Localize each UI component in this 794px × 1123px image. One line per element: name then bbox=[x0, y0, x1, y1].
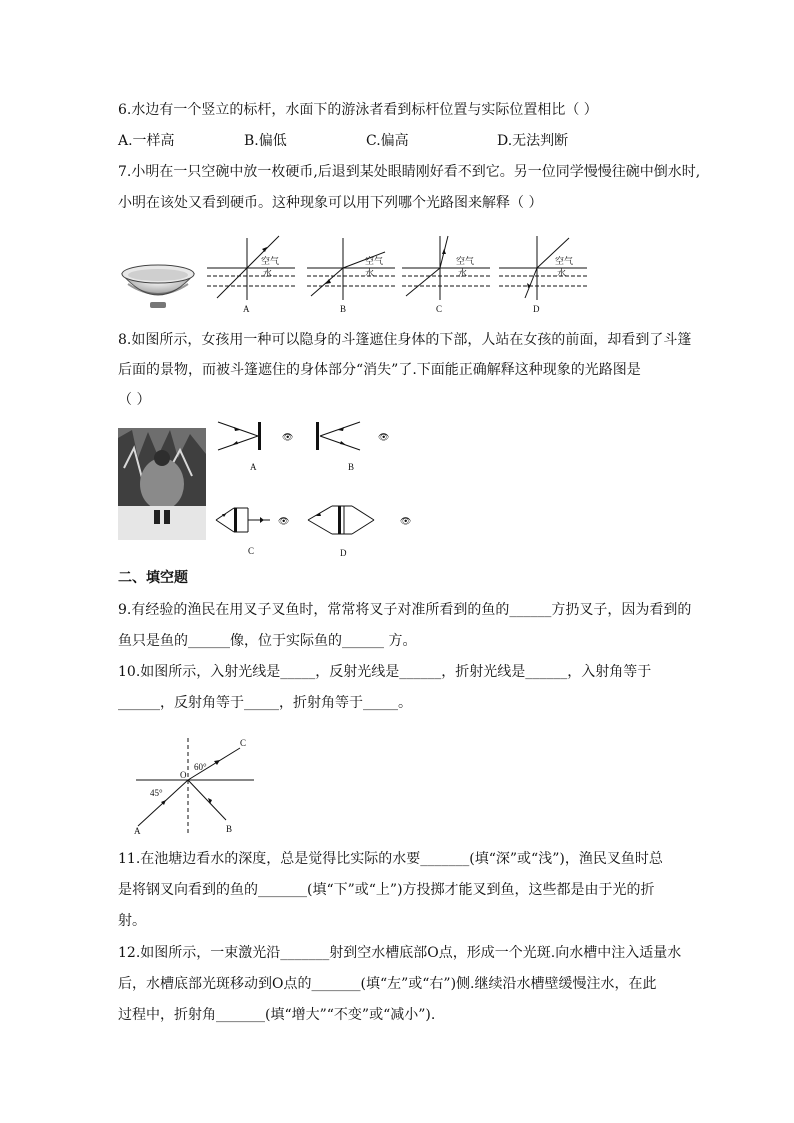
q8-light-path-figures bbox=[212, 414, 412, 564]
q8-figure-d-eye-icon: 👁 bbox=[400, 517, 412, 527]
q7-figure-c-air-label: 空气 bbox=[456, 257, 475, 267]
q8-figure-c bbox=[216, 508, 289, 556]
q10-angle-60: 60° bbox=[194, 762, 207, 772]
q8-line-1: 8.如图所示，女孩用一种可以隐身的斗篷遮住身体的下部，人站在女孩的前面，却看到了斗篷 bbox=[118, 332, 692, 348]
q10-label-c: C bbox=[240, 738, 247, 748]
q7-figure-b-label: B bbox=[340, 304, 347, 314]
q7-figure-d bbox=[499, 236, 587, 314]
q6-option-c: C.偏高 bbox=[366, 133, 409, 149]
q12-line-3: 过程中，折射角_______(填“增大”“不变”或“减小”). bbox=[118, 1007, 436, 1023]
q8-figure-d-label: D bbox=[340, 548, 347, 558]
q7-figure-b bbox=[307, 238, 395, 314]
q6-option-a: A.一样高 bbox=[118, 133, 175, 149]
q7-figure-c-water-label: 水 bbox=[458, 269, 468, 279]
q6-option-d: D.无法判断 bbox=[497, 133, 569, 149]
q8-figure-b-label: B bbox=[348, 462, 355, 472]
q8-line-3: （ ） bbox=[118, 392, 151, 408]
q10-label-b: B bbox=[226, 824, 233, 834]
q7-figure-d-air-label: 空气 bbox=[555, 257, 574, 267]
q7-figure-a bbox=[207, 236, 295, 314]
q8-figure-c-label: C bbox=[248, 546, 255, 556]
q8-figure-d bbox=[308, 506, 411, 558]
section-title-fill-in: 二、填空题 bbox=[118, 570, 188, 586]
q7-figure-a-label: A bbox=[243, 304, 250, 314]
q6-stem: 6.水边有一个竖立的标杆，水面下的游泳者看到标杆位置与实际位置相比（ ） bbox=[118, 102, 598, 118]
q8-figure-c-eye-icon: 👁 bbox=[278, 517, 290, 527]
q10-line-2: ______，反射角等于_____，折射角等于_____。 bbox=[118, 695, 412, 711]
q12-line-1: 12.如图所示，一束激光沿_______射到空水槽底部O点，形成一个光斑.向水槽中注入适量水 bbox=[118, 945, 682, 961]
q10-label-a: A bbox=[134, 826, 141, 836]
q7-figure-a-water-label: 水 bbox=[263, 269, 273, 279]
q7-figure-d-label: D bbox=[533, 304, 540, 314]
q11-line-2: 是将钢叉向看到的鱼的_______(填“下”或“上”)方投掷才能叉到鱼，这些都是由于光的折 bbox=[118, 882, 655, 898]
q7-line-2: 小明在该处又看到硬币。这种现象可以用下列哪个光路图来解释（ ） bbox=[118, 195, 543, 211]
q10-angle-45: 45° bbox=[150, 788, 163, 798]
q10-line-1: 10.如图所示，入射光线是_____，反射光线是______，折射光线是______，入射角等于 bbox=[118, 664, 652, 680]
q7-refraction-figures bbox=[205, 232, 585, 316]
q7-line-1: 7.小明在一只空碗中放一枚硬币,后退到某处眼睛刚好看不到它。另一位同学慢慢往碗中倒水时, bbox=[118, 164, 701, 180]
q8-figure-b-eye-icon: 👁 bbox=[378, 433, 390, 443]
q8-figure-a-eye-icon: 👁 bbox=[282, 433, 294, 443]
invisibility-cloak-photo bbox=[118, 428, 206, 540]
q10-point-o: O bbox=[180, 770, 187, 780]
bowl-photo bbox=[118, 256, 198, 312]
q11-line-1: 11.在池塘边看水的深度，总是觉得比实际的水要_______(填“深”或“浅”)，渔民叉鱼时总 bbox=[118, 851, 663, 867]
q10-reflection-refraction-diagram bbox=[130, 734, 270, 838]
q6-option-b: B.偏低 bbox=[244, 133, 287, 149]
q11-line-3: 射。 bbox=[118, 913, 146, 929]
q7-figure-d-water-label: 水 bbox=[557, 269, 567, 279]
q9-line-2: 鱼只是鱼的______像，位于实际鱼的______ 方。 bbox=[118, 633, 417, 649]
q8-figure-a-label: A bbox=[250, 462, 257, 472]
q7-figure-c-label: C bbox=[436, 304, 443, 314]
q7-figure-b-water-label: 水 bbox=[365, 269, 375, 279]
q9-line-1: 9.有经验的渔民在用叉子叉鱼时，常常将叉子对准所看到的鱼的______方扔叉子，因为看到的 bbox=[118, 602, 692, 618]
q7-figure-a-air-label: 空气 bbox=[261, 257, 280, 267]
q8-line-2: 后面的景物，而被斗篷遮住的身体部分“消失”了.下面能正确解释这种现象的光路图是 bbox=[118, 362, 641, 378]
q7-figure-b-air-label: 空气 bbox=[365, 257, 384, 267]
q12-line-2: 后，水槽底部光斑移动到O点的_______(填“左”或“右”)侧.继续沿水槽壁缓慢注水，在此 bbox=[118, 976, 657, 992]
q7-figure-c bbox=[402, 236, 490, 314]
q8-figure-a bbox=[218, 422, 293, 472]
q8-figure-b bbox=[316, 422, 389, 472]
